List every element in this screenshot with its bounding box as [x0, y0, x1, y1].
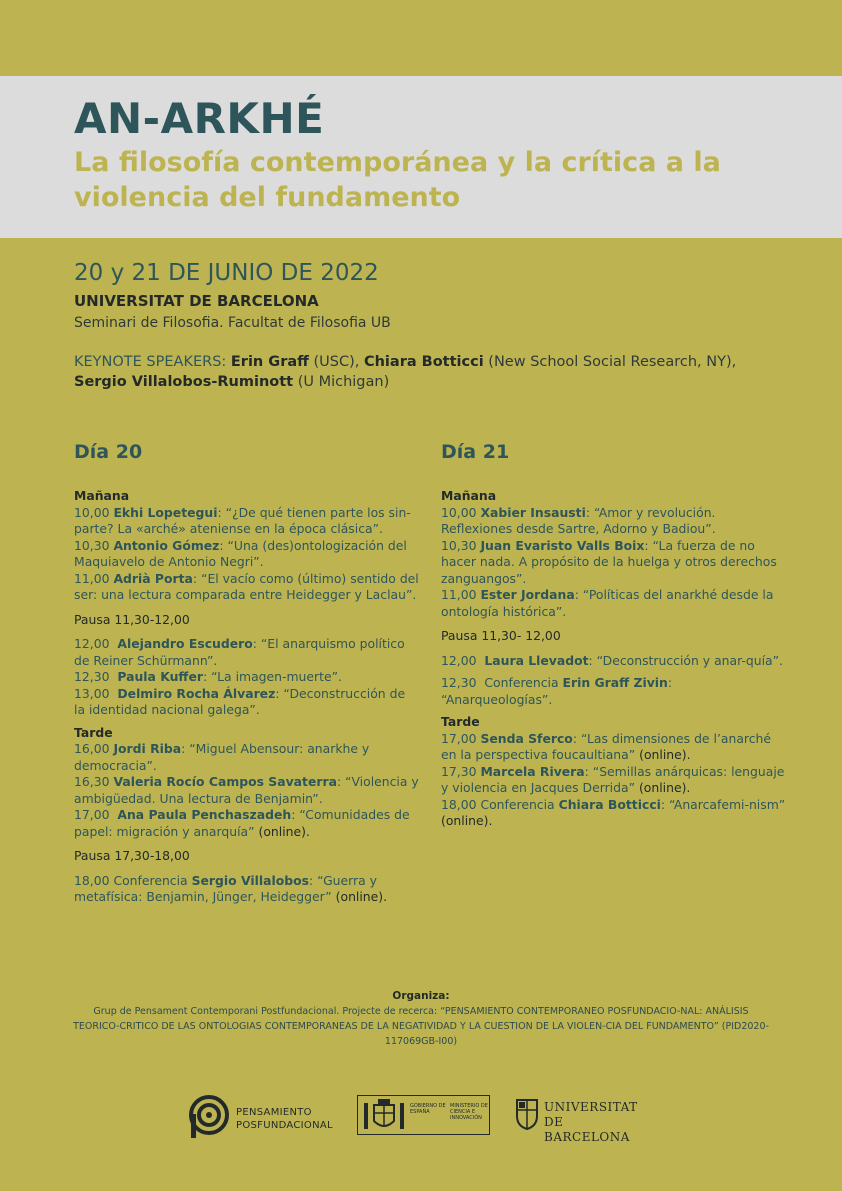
ub-shield-icon	[516, 1098, 538, 1130]
day-20-program	[74, 440, 419, 906]
break-time: Pausa 11,30-12,00	[74, 611, 190, 627]
university-name: UNIVERSITAT DE BARCELONA	[74, 292, 319, 310]
keynote-label: KEYNOTE SPEAKERS:	[74, 354, 227, 370]
program-item: 18,00 Conferencia Chiara Botticci: “Anarcafemi-nism” (online).	[441, 796, 786, 828]
session-label: Mañana	[74, 488, 130, 503]
seminar-location: Seminari de Filosofia. Facultat de Filosofia UB	[74, 315, 391, 331]
program-item: 10,30 Juan Evaristo Valls Boix: “La fuerza de no hacer nada. A propósito de la huelga y otros derechos zanguangos”.	[441, 537, 777, 586]
event-date: 20 y 21 DE JUNIO DE 2022	[74, 260, 379, 286]
session-label: Mañana	[441, 488, 497, 503]
program-item: 12,30 Conferencia Erin Graff Zivin: “Anarqueologías”.	[441, 675, 673, 707]
logo-text: UNIVERSITAT DE BARCELONA	[544, 1100, 638, 1144]
keynote-speaker: Chiara Botticci	[363, 354, 484, 370]
session-label: Tarde	[441, 714, 480, 729]
keynote-speakers	[74, 352, 774, 392]
organizer-text: Grup de Pensament Contemporani Postfundacional. Projecte de recerca: “PENSAMIENTO CONTEMPORANEO POSFUNDACIO-NAL: ANÁLISIS TEORICO-CRITICO DE LAS ONTOLOGIAS CONTEMPORANEAS DE LA NEGATIVIDAD Y LA CUESTION DE LA VIOLEN-CIA DEL FUNDAMENTO” (PID2020-117069GB-I00)	[73, 1006, 769, 1047]
program-item: 12,30 Paula Kuffer: “La imagen-muerte”.	[74, 669, 342, 684]
keynote-affiliation: (New School Social Research, NY),	[488, 354, 737, 370]
program-item: 17,00 Senda Sferco: “Las dimensiones de l’anarché en la perspectiva foucaultiana” (online).	[441, 730, 772, 762]
logo-universitat-barcelona	[516, 1098, 638, 1144]
keynote-affiliation: (USC),	[313, 354, 360, 370]
program-item: 16,00 Jordi Riba: “Miguel Abensour: anarkhe y democracia”.	[74, 741, 370, 773]
program-item: 10,00 Xabier Insausti: “Amor y revolución. Reflexiones desde Sartre, Adorno y Badiou”.	[441, 504, 716, 536]
break-time: Pausa 17,30-18,00	[74, 848, 190, 863]
keynote-affiliation: (U Michigan)	[297, 374, 390, 390]
logo-pensamiento-posfundacional	[188, 1094, 333, 1144]
logo-text: PENSAMIENTO POSFUNDACIONAL	[236, 1107, 333, 1131]
logo-gobierno	[357, 1095, 490, 1135]
day-title: Día 21	[441, 441, 510, 463]
page-title: AN-ARKHÉ	[74, 94, 325, 143]
organizer-block	[70, 989, 772, 1049]
program-item: 11,00 Adrià Porta: “El vacío como (último) sentido del ser: una lectura comparada entre Heidegger y Laclau”.	[74, 570, 419, 602]
program-item: 12,00 Laura Llevadot: “Deconstrucción y anar-quía”.	[441, 652, 783, 668]
gobierno-text: GOBIERNO DE ESPAÑA	[410, 1103, 446, 1115]
program-item: 18,00 Conferencia Sergio Villalobos: “Guerra y metafísica: Benjamin, Jünger, Heidegger” (online).	[74, 872, 388, 904]
spiral-p-icon	[188, 1094, 230, 1140]
program-item: 17,30 Marcela Rivera: “Semillas anárquicas: lenguaje y violencia en Jacques Derrida” (online).	[441, 763, 785, 795]
program-item: 17,00 Ana Paula Penchaszadeh: “Comunidades de papel: migración y anarquía” (online).	[74, 807, 410, 839]
program-item: 12,00 Alejandro Escudero: “El anarquismo político de Reiner Schürmann”.	[74, 636, 405, 668]
program-item: 11,00 Ester Jordana: “Políticas del anarkhé desde la ontología histórica”.	[441, 587, 774, 619]
program-item: 13,00 Delmiro Rocha Álvarez: “Deconstrucción de la identidad nacional galega”.	[74, 685, 406, 717]
keynote-speaker: Sergio Villalobos-Ruminott	[74, 374, 294, 390]
break-time: Pausa 11,30- 12,00	[441, 628, 561, 643]
session-label: Tarde	[74, 724, 113, 740]
coat-of-arms-icon	[360, 1097, 408, 1135]
organizer-label: Organiza:	[392, 990, 450, 1002]
day-21-program	[441, 440, 786, 830]
day-title: Día 20	[74, 441, 143, 463]
keynote-speaker: Erin Graff	[230, 354, 309, 370]
ministerio-text: MINISTERIO DE CIENCIA E INNOVACIÓN	[450, 1103, 488, 1121]
program-item: 10,00 Ekhi Lopetegui: “¿De qué tienen parte los sin-parte? La «arché» ateniense en la época clásica”.	[74, 504, 411, 536]
program-item: 16,30 Valeria Rocío Campos Savaterra: “Violencia y ambigüedad. Una lectura de Benjamin”.	[74, 774, 419, 806]
program-item: 10,30 Antonio Gómez: “Una (des)ontologización del Maquiavelo de Antonio Negri”.	[74, 537, 407, 569]
logos-row	[0, 1090, 842, 1144]
page-subtitle: La filosofía contemporánea y la crítica a la violencia del fundamento	[74, 147, 721, 213]
